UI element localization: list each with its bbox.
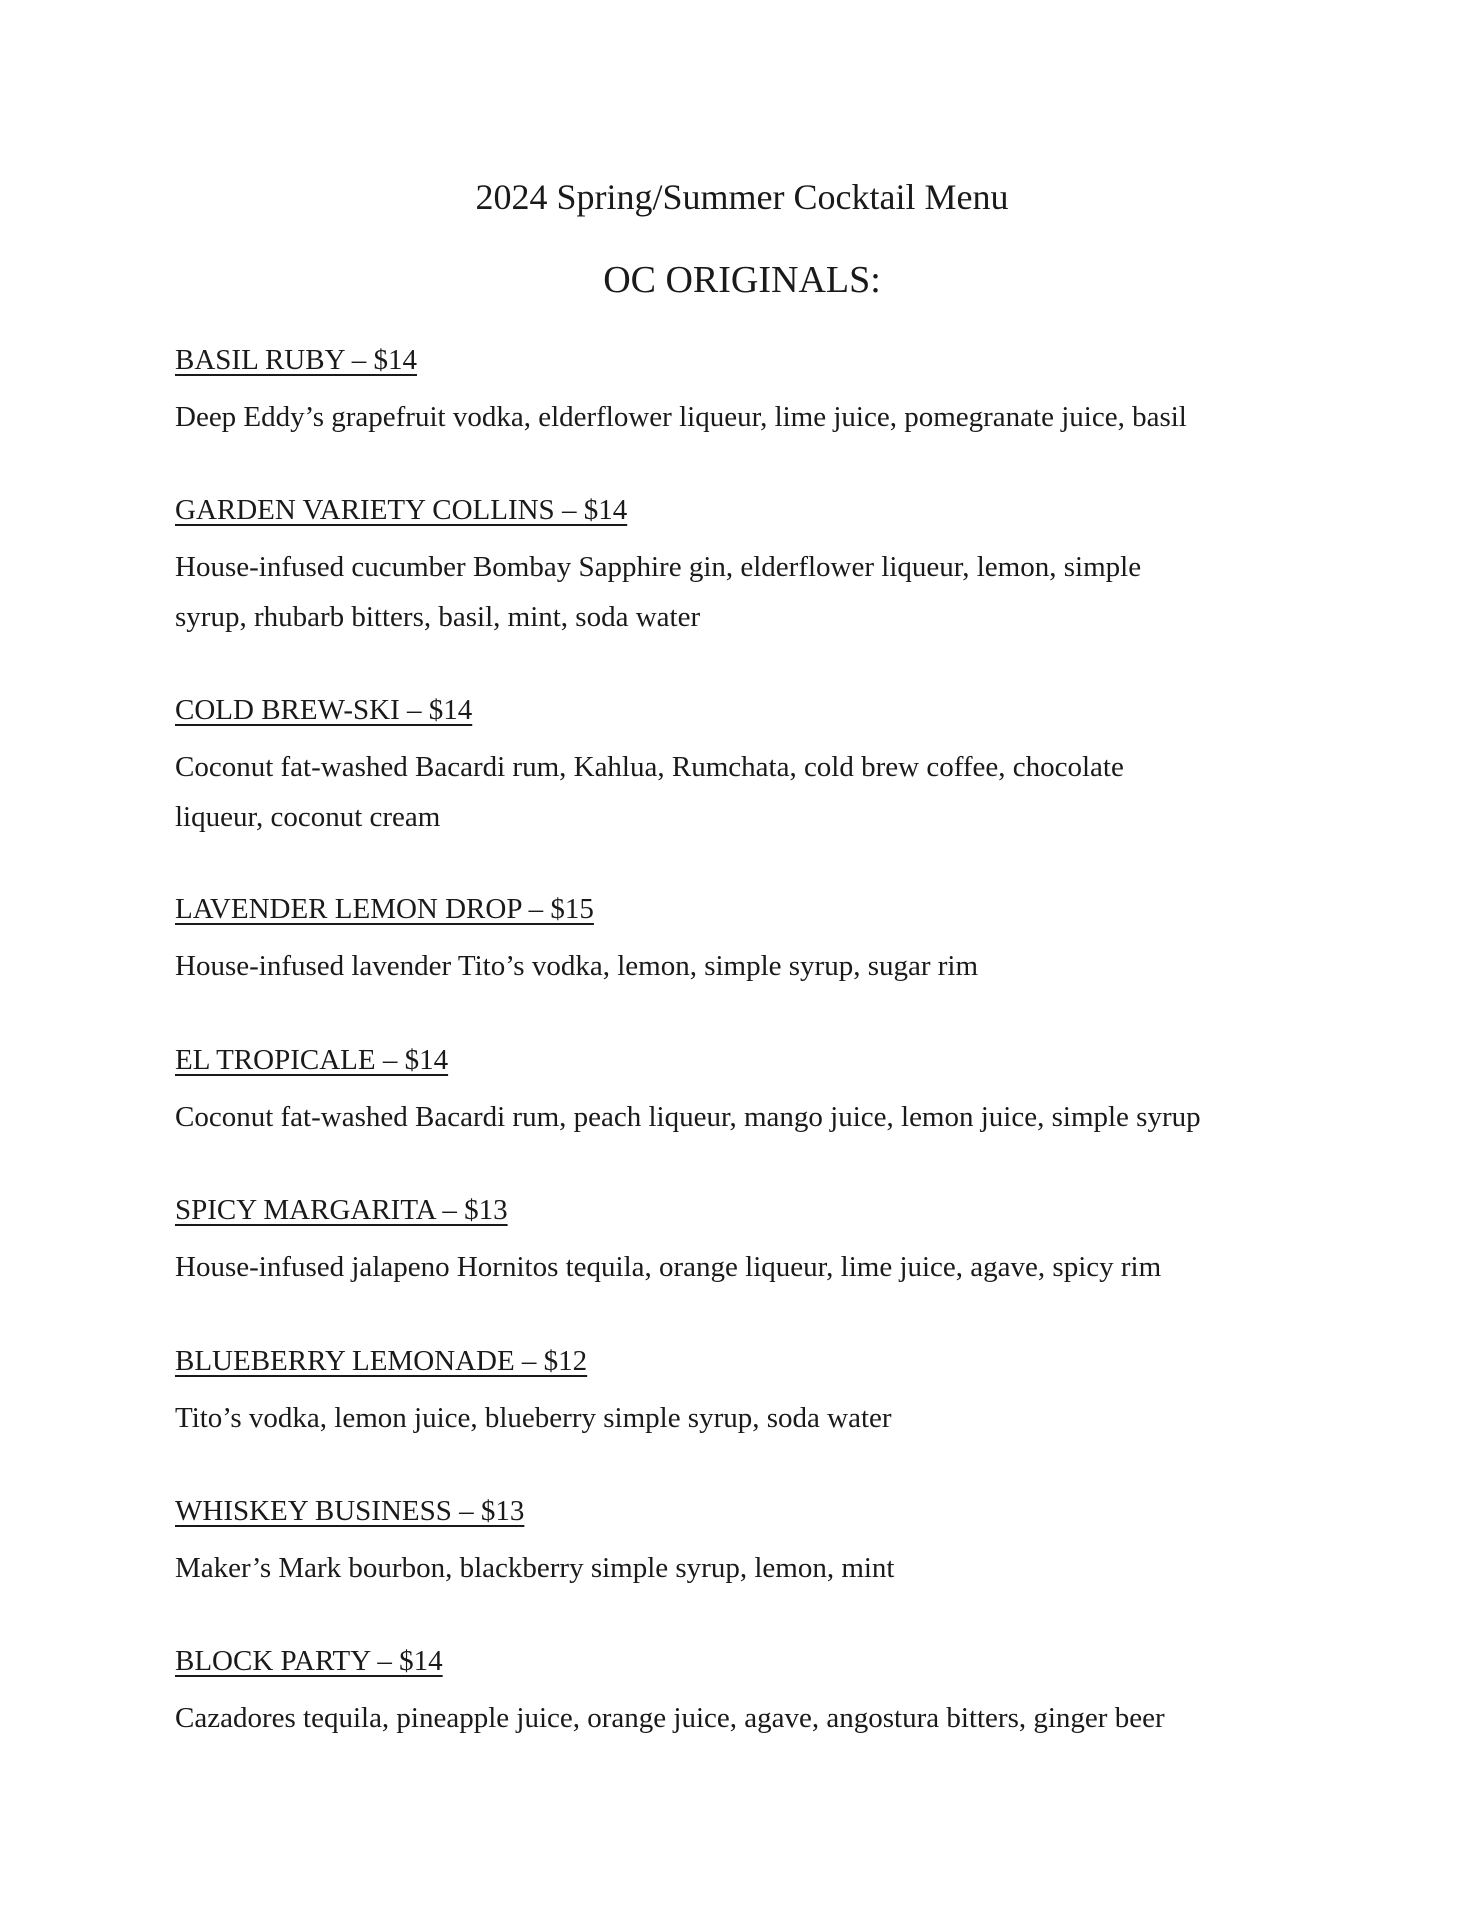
- section-heading: OC ORIGINALS:: [603, 259, 881, 301]
- item-name: LAVENDER LEMON DROP – $15: [175, 893, 594, 925]
- description-line: Cazadores tequila, pineapple juice, orange juice, agave, angostura bitters, ginger beer: [175, 1702, 1165, 1734]
- menu-title: 2024 Spring/Summer Cocktail Menu: [475, 177, 1009, 217]
- description-line: House-infused cucumber Bombay Sapphire gin, elderflower liqueur, lemon, simple: [175, 551, 1142, 583]
- item-description: [175, 1693, 1335, 1743]
- menu-item: [175, 1643, 1335, 1743]
- description-line: Maker’s Mark bourbon, blackberry simple syrup, lemon, mint: [175, 1552, 895, 1584]
- item-name: GARDEN VARIETY COLLINS – $14: [175, 494, 628, 526]
- item-name: SPICY MARGARITA – $13: [175, 1194, 508, 1226]
- item-description: [175, 1092, 1335, 1142]
- menu-item: [175, 492, 1335, 642]
- item-description: [175, 1393, 1335, 1443]
- description-line: Coconut fat-washed Bacardi rum, peach liqueur, mango juice, lemon juice, simple syrup: [175, 1101, 1201, 1133]
- item-description: [175, 392, 1335, 442]
- item-description: [175, 941, 1335, 991]
- item-name: BLOCK PARTY – $14: [175, 1645, 443, 1677]
- menu-item: [175, 342, 1335, 442]
- menu-item: [175, 1493, 1335, 1593]
- description-line: House-infused jalapeno Hornitos tequila, orange liqueur, lime juice, agave, spicy rim: [175, 1251, 1162, 1283]
- description-line: Tito’s vodka, lemon juice, blueberry simple syrup, soda water: [175, 1402, 892, 1434]
- description-line: Coconut fat-washed Bacardi rum, Kahlua, Rumchata, cold brew coffee, chocolate: [175, 751, 1124, 783]
- item-description: [175, 1543, 1335, 1593]
- item-description: [175, 742, 1335, 842]
- description-line: liqueur, coconut cream: [175, 801, 441, 833]
- description-line: syrup, rhubarb bitters, basil, mint, soda water: [175, 601, 701, 633]
- item-description: [175, 1242, 1335, 1292]
- item-name: BASIL RUBY – $14: [175, 344, 417, 376]
- menu-item: [175, 692, 1335, 842]
- description-line: House-infused lavender Tito’s vodka, lemon, simple syrup, sugar rim: [175, 950, 979, 982]
- description-line: Deep Eddy’s grapefruit vodka, elderflower liqueur, lime juice, pomegranate juice, basil: [175, 401, 1187, 433]
- item-description: [175, 542, 1335, 642]
- menu-item: [175, 1343, 1335, 1443]
- item-name: EL TROPICALE – $14: [175, 1044, 449, 1076]
- item-name: COLD BREW-SKI – $14: [175, 694, 473, 726]
- menu-item: [175, 1192, 1335, 1292]
- item-name: BLUEBERRY LEMONADE – $12: [175, 1345, 588, 1377]
- menu-item: [175, 1042, 1335, 1142]
- menu-item: [175, 891, 1335, 991]
- item-name: WHISKEY BUSINESS – $13: [175, 1495, 525, 1527]
